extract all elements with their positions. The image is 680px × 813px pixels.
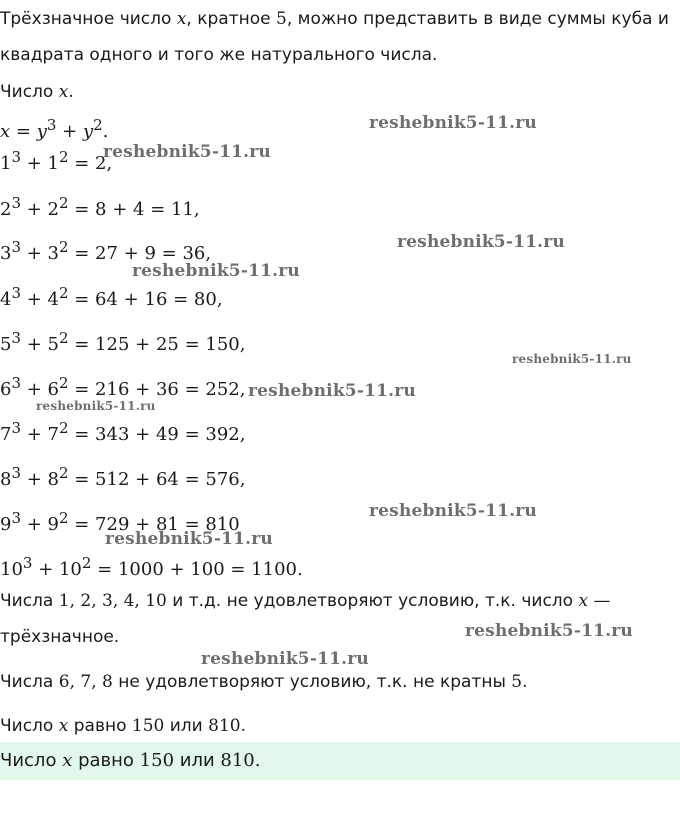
answer-box [0,742,680,780]
result-line: Число x равно 150 или 810. [0,716,246,736]
conclusion-1-line-2: трёхзначное. [0,627,120,647]
calc-row: $6^3 + 6^2 = 216 + 36 = 252$, [0,374,246,400]
watermark: reshebnik5-11.ru [132,261,300,281]
var-x: x [176,9,187,29]
calc-row: $5^3 + 5^2 = 125 + 25 = 150$, [0,329,246,355]
calc-row: $3^3 + 3^2 = 27 + 9 = 36$, [0,238,212,264]
calc-row: $8^3 + 8^2 = 512 + 64 = 576$, [0,464,246,490]
intro-line-1: Трёхзначное число x, кратное 5, можно представить в виде суммы куба и [0,9,669,29]
conclusion-2: Числа 6, 7, 8 не удовлетворяют условию, т.к. не кратны 5. [0,672,528,692]
calc-row: $10^3 + 10^2 = 1000 + 100 = 1100$. [0,554,303,580]
calc-row: $2^3 + 2^2 = 8 + 4 = 11$, [0,194,200,220]
watermark: reshebnik5-11.ru [103,142,271,162]
calc-row: $1^3 + 1^2 = 2$, [0,148,113,174]
watermark: reshebnik5-11.ru [369,501,537,521]
let-line: Число x. [0,82,74,102]
calc-row: $9^3 + 9^2 = 729 + 81 = 810$ [0,509,240,535]
watermark: reshebnik5-11.ru [201,649,369,669]
calc-row: $7^3 + 7^2 = 343 + 49 = 392$, [0,419,246,445]
conclusion-1-line-1: Числа 1, 2, 3, 4, 10 и т.д. не удовлетворяют условию, т.к. число x — [0,591,611,611]
watermark: reshebnik5-11.ru [248,381,416,401]
watermark: reshebnik5-11.ru [105,529,273,549]
calc-row: $4^3 + 4^2 = 64 + 16 = 80$, [0,284,223,310]
watermark: reshebnik5-11.ru [397,232,565,252]
formula-line: $x = y^3 + y^2$. [0,116,109,142]
intro-line-2: квадрата одного и того же натурального числа. [0,45,438,65]
number-five: 5 [275,9,287,29]
answer-text: Число x равно 150 или 810. [0,750,261,771]
watermark: reshebnik5-11.ru [369,113,537,133]
watermark: reshebnik5-11.ru [465,621,633,641]
watermark: reshebnik5-11.ru [36,399,156,413]
watermark: reshebnik5-11.ru [512,352,632,366]
